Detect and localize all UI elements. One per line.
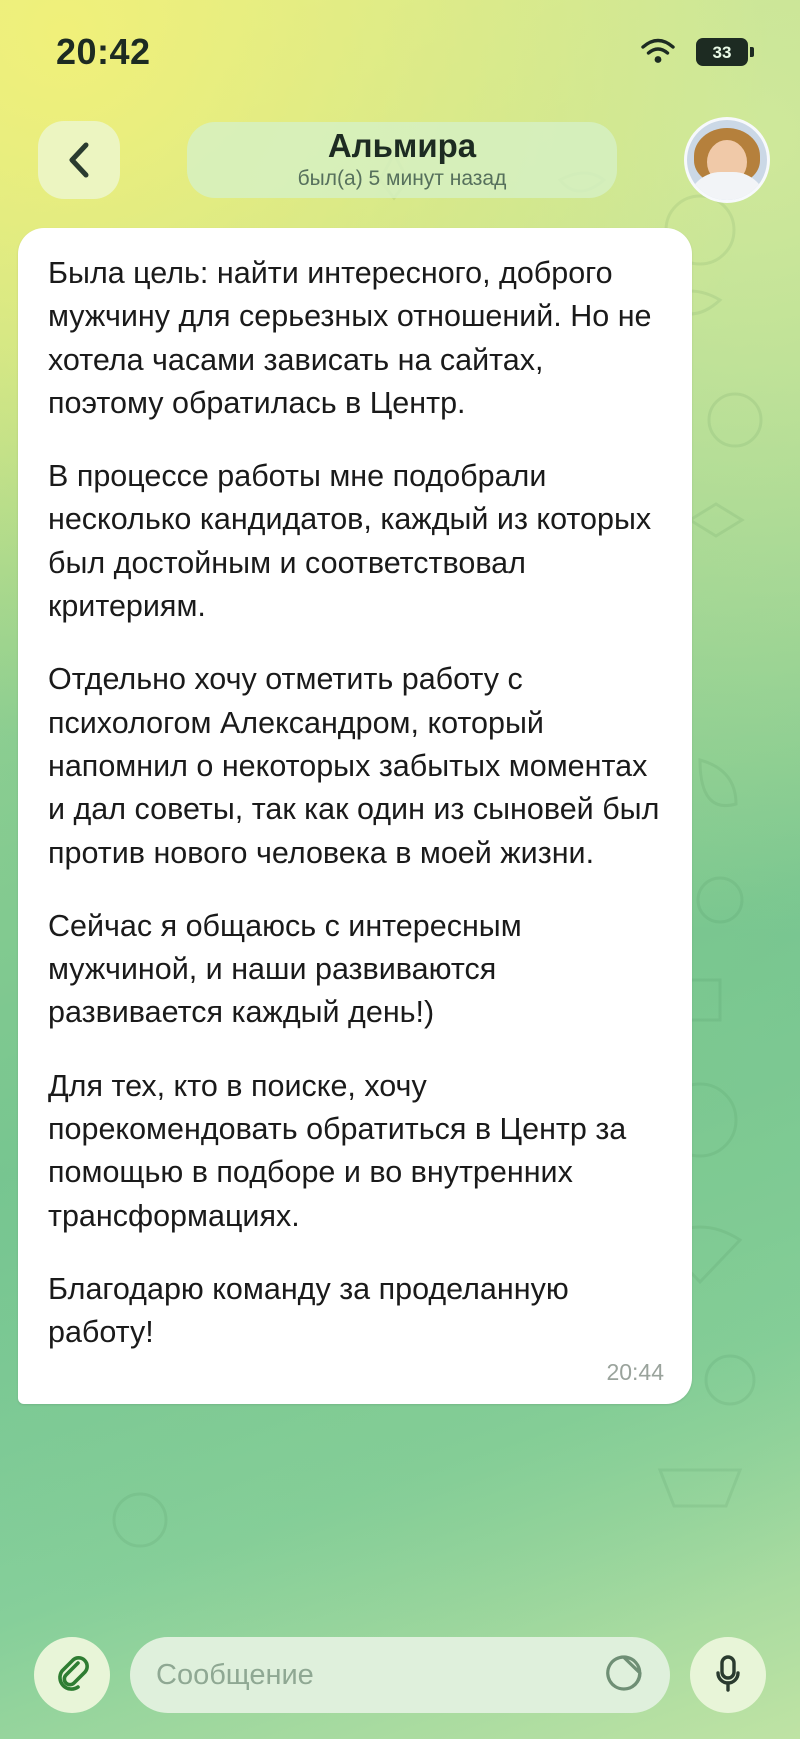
attach-button[interactable] <box>34 1637 110 1713</box>
message-paragraph: Сейчас я общаюсь с интересным мужчиной, и наши развиваются развивается каждый день!) <box>48 908 522 1030</box>
chevron-left-icon <box>64 141 94 179</box>
message-paragraph: Благодарю команду за проделанную работу! <box>48 1271 569 1350</box>
message-paragraph: Отдельно хочу отметить работу с психологом Александром, который напомнил о некоторых забытых моментах и дал советы, так как один из сыновей был против нового человека в моей жизни. <box>48 662 660 870</box>
status-bar-clock: 20:42 <box>56 31 151 72</box>
wifi-icon <box>638 35 678 70</box>
sticker-icon[interactable] <box>604 1653 644 1698</box>
chat-message-list[interactable] <box>0 216 800 1404</box>
back-button[interactable] <box>38 121 120 199</box>
chat-header <box>0 104 800 216</box>
chat-title-block[interactable] <box>187 122 617 198</box>
message-paragraph: Для тех, кто в поиске, хочу порекомендовать обратиться в Центр за помощью в подборе и во внутренних трансформациях. <box>48 1068 627 1233</box>
status-bar <box>0 0 800 104</box>
chat-contact-name: Альмира <box>327 127 477 165</box>
message-paragraph: В процессе работы мне подобрали несколько кандидатов, каждый из которых был достойным и соответствовал критериям. <box>48 459 652 624</box>
contact-avatar[interactable] <box>684 117 770 203</box>
battery-indicator <box>696 38 748 66</box>
message-meta <box>48 1359 664 1386</box>
battery-level-label: 33 <box>712 42 732 62</box>
message-paragraph: Была цель: найти интересного, доброго мужчину для серьезных отношений. Но не хотела часами зависать на сайтах, поэтому обратилась в Центр. <box>48 256 652 420</box>
chat-contact-status: был(а) 5 минут назад <box>297 166 507 190</box>
message-input-container[interactable] <box>130 1637 670 1713</box>
message-input-placeholder[interactable]: Сообщение <box>156 1658 314 1691</box>
paperclip-icon <box>53 1654 91 1697</box>
avatar-body <box>687 172 767 203</box>
message-bubble-incoming[interactable] <box>18 228 692 1404</box>
microphone-icon <box>711 1653 745 1698</box>
voice-record-button[interactable] <box>690 1637 766 1713</box>
message-timestamp: 20:44 <box>606 1358 664 1385</box>
message-composer <box>0 1611 800 1739</box>
status-bar-indicators <box>638 35 748 70</box>
